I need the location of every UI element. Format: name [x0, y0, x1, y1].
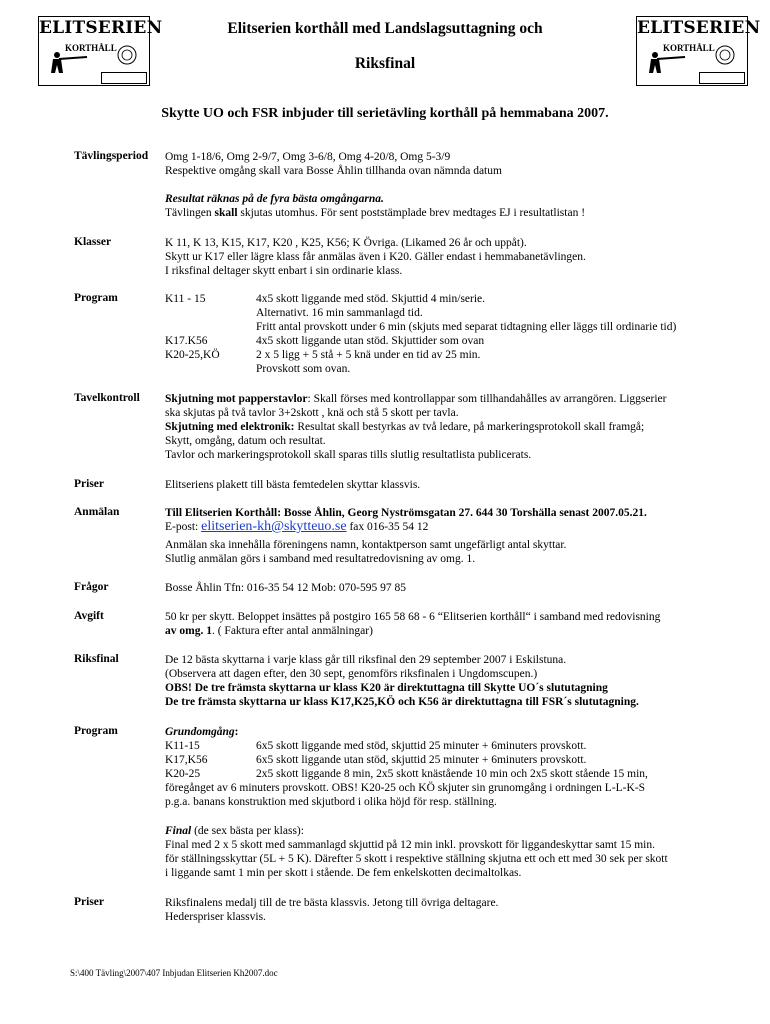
grund-text-5: p.g.a. banans konstruktion med skjutbord i olika höjd för resp. ställning.	[165, 796, 497, 808]
label-tavelkontroll: Tavelkontroll	[74, 392, 140, 404]
final-line1: Final med 2 x 5 skott med sammanlagd skjuttid på 12 min inkl. provskott för liggandeskyttar samt 15 min.	[165, 839, 655, 851]
riksfinal-line1: De 12 bästa skyttarna i varje klass går till riksfinal den 29 september 2007 i Eskilstuna.	[165, 654, 567, 666]
logo-box	[101, 72, 147, 84]
grund-class-3: K20-25	[165, 768, 201, 780]
program-class-3: K20-25,KÖ	[165, 349, 220, 361]
final-line2: för ställningsskyttar (5L + 5 K). Därefter 5 skott i respektive ställning skjutna ett och ett med 30 sek per skott	[165, 853, 668, 865]
anmalan-line2: E-post: elitserien-kh@skytteuo.se fax 016-35 54 12	[165, 519, 429, 534]
logo-sub: KORTHÅLL	[663, 43, 715, 53]
page-title-line1: Elitserien korthåll med Landslagsuttagning och	[227, 20, 543, 37]
grund-text-1: 6x5 skott liggande med stöd, skjuttid 25 minuter + 6minuters provskott.	[256, 740, 587, 752]
program-class-2: K17.K56	[165, 335, 208, 347]
avgift-line1: 50 kr per skytt. Beloppet insättes på postgiro 165 58 68 - 6 “Elitserien korthåll“ i samband med redovisning	[165, 611, 661, 623]
riksfinal-line3: OBS! De tre främsta skyttarna ur klass K20 är direktuttagna till Skytte UO´s slututagning	[165, 682, 608, 694]
priser2-line2: Hederspriser klassvis.	[165, 911, 266, 923]
grund-text-4: föregånget av 6 minuters provskott. OBS! K20-25 och KÖ skjuter sin grunomgång i ordningen L-L-K-S	[165, 782, 646, 794]
fragor-line1: Bosse Åhlin Tfn: 016-35 54 12 Mob: 070-595 97 85	[165, 582, 406, 594]
label-priser-2: Priser	[74, 896, 105, 908]
program-text-3: Fritt antal provskott under 6 min (skjuts med separat tidtagning eller läggs till ordinarie tid)	[256, 321, 677, 333]
riksfinal-line2: (Observera att dagen efter, den 30 sept, genomförs riksfinalen i Ungdomscupen.)	[165, 668, 538, 680]
logo-box	[699, 72, 745, 84]
page-title-line2: Riksfinal	[354, 55, 416, 72]
final-line3: i liggande samt 1 min per skott i stående. De fem enkelskotten decimaltolkas.	[165, 867, 522, 879]
email-link[interactable]: elitserien-kh@skytteuo.se	[201, 519, 347, 534]
logo-sub: KORTHÅLL	[65, 43, 117, 53]
tavelkontroll-line3: Skjutning med elektronik: Resultat skall bestyrkas av två ledare, på markeringsprotokoll skall framgå;	[165, 421, 645, 433]
anmalan-line4: Slutlig anmälan görs i samband med resultatredovisning av omg. 1.	[165, 553, 476, 565]
avgift-line2: av omg. 1. ( Faktura efter antal anmälningar)	[165, 625, 373, 637]
priser2-line1: Riksfinalens medalj till de tre bästa klassvis. Jetong till övriga deltagare.	[165, 897, 499, 909]
page-subtitle: Skytte UO och FSR inbjuder till serietävling korthåll på hemmabana 2007.	[161, 106, 609, 121]
tavlingsperiod-line1: Omg 1-18/6, Omg 2-9/7, Omg 3-6/8, Omg 4-20/8, Omg 5-3/9	[165, 151, 451, 163]
grund-class-1: K11-15	[165, 740, 200, 752]
tavlingsperiod-line3: Resultat räknas på de fyra bästa omgångarna.	[165, 193, 384, 205]
elitserien-logo-left	[38, 16, 163, 86]
label-priser: Priser	[74, 478, 105, 490]
label-program: Program	[74, 292, 118, 304]
final-heading: Final (de sex bästa per klass):	[165, 825, 304, 837]
label-avgift: Avgift	[74, 610, 104, 622]
elitserien-logo-right	[636, 16, 761, 86]
program-text-6: Provskott som ovan.	[256, 363, 351, 375]
grundomgang-heading: Grundomgång:	[165, 726, 239, 738]
label-fragor: Frågor	[74, 581, 109, 593]
tavelkontroll-line5: Tavlor och markeringsprotokoll skall sparas tills slutlig resultatlista publicerats.	[165, 449, 532, 461]
label-klasser: Klasser	[74, 236, 112, 248]
label-anmalan: Anmälan	[74, 506, 120, 518]
tavlingsperiod-line2: Respektive omgång skall vara Bosse Åhlin tillhanda ovan nämnda datum	[165, 165, 502, 177]
anmalan-line1: Till Elitserien Korthåll: Bosse Åhlin, Georg Nyströmsgatan 27. 644 30 Torshälla senast 2007.05.21.	[165, 507, 647, 519]
tavlingsperiod-line4: Tävlingen skall skjutas utomhus. För sent poststämplade brev medtages EJ i resultatlistan !	[165, 207, 586, 219]
program-class-1: K11 - 15	[165, 293, 206, 305]
program-text-2: Alternativt. 16 min sammanlagd tid.	[256, 307, 423, 319]
label-tavlingsperiod: Tävlingsperiod	[74, 150, 149, 162]
grund-text-3: 2x5 skott liggande 8 min, 2x5 skott knästående 10 min och 2x5 skott stående 15 min,	[256, 768, 648, 780]
label-program-2: Program	[74, 725, 118, 737]
program-text-5: 2 x 5 ligg + 5 stå + 5 knä under en tid av 25 min.	[256, 349, 481, 361]
tavelkontroll-line4: Skytt, omgång, datum och resultat.	[165, 435, 326, 447]
tavelkontroll-line2: ska skjutas på två tavlor 3+2skott , knä och stå 5 skott per tavla.	[165, 407, 459, 419]
priser-line1: Elitseriens plakett till bästa femtedelen skyttar klassvis.	[165, 479, 421, 491]
klasser-line1: K 11, K 13, K15, K17, K20 , K25, K56; K Övriga. (Likamed 26 år och uppåt).	[165, 237, 527, 249]
grund-text-2: 6x5 skott liggande utan stöd, skjuttid 25 minuter + 6minuters provskott.	[256, 754, 587, 766]
klasser-line2: Skytt ur K17 eller lägre klass får anmälas även i K20. Gäller endast i hemmabanetävlingen.	[165, 251, 586, 263]
logo-brand: ELITSERIEN	[39, 18, 163, 38]
logo-brand: ELITSERIEN	[637, 18, 761, 38]
label-riksfinal: Riksfinal	[74, 653, 119, 665]
grund-class-2: K17,K56	[165, 754, 208, 766]
anmalan-line3: Anmälan ska innehålla föreningens namn, kontaktperson samt ungefärligt antal skyttar.	[165, 539, 567, 551]
klasser-line3: I riksfinal deltager skytt enbart i sin ordinarie klass.	[165, 265, 403, 277]
riksfinal-line4: De tre främsta skyttarna ur klass K17,K25,KÖ och K56 är direktuttagna till FSR´s slututagning.	[165, 696, 639, 708]
program-text-4: 4x5 skott liggande utan stöd. Skjuttider som ovan	[256, 335, 485, 347]
file-path-footer: S:\400 Tävling\2007\407 Inbjudan Elitserien Kh2007.doc	[70, 968, 278, 978]
tavelkontroll-line1: Skjutning mot papperstavlor: Skall förses med kontrollappar som tillhandahålles av arrangören. Liggserier	[165, 393, 667, 405]
program-text-1: 4x5 skott liggande med stöd. Skjuttid 4 min/serie.	[256, 293, 486, 305]
